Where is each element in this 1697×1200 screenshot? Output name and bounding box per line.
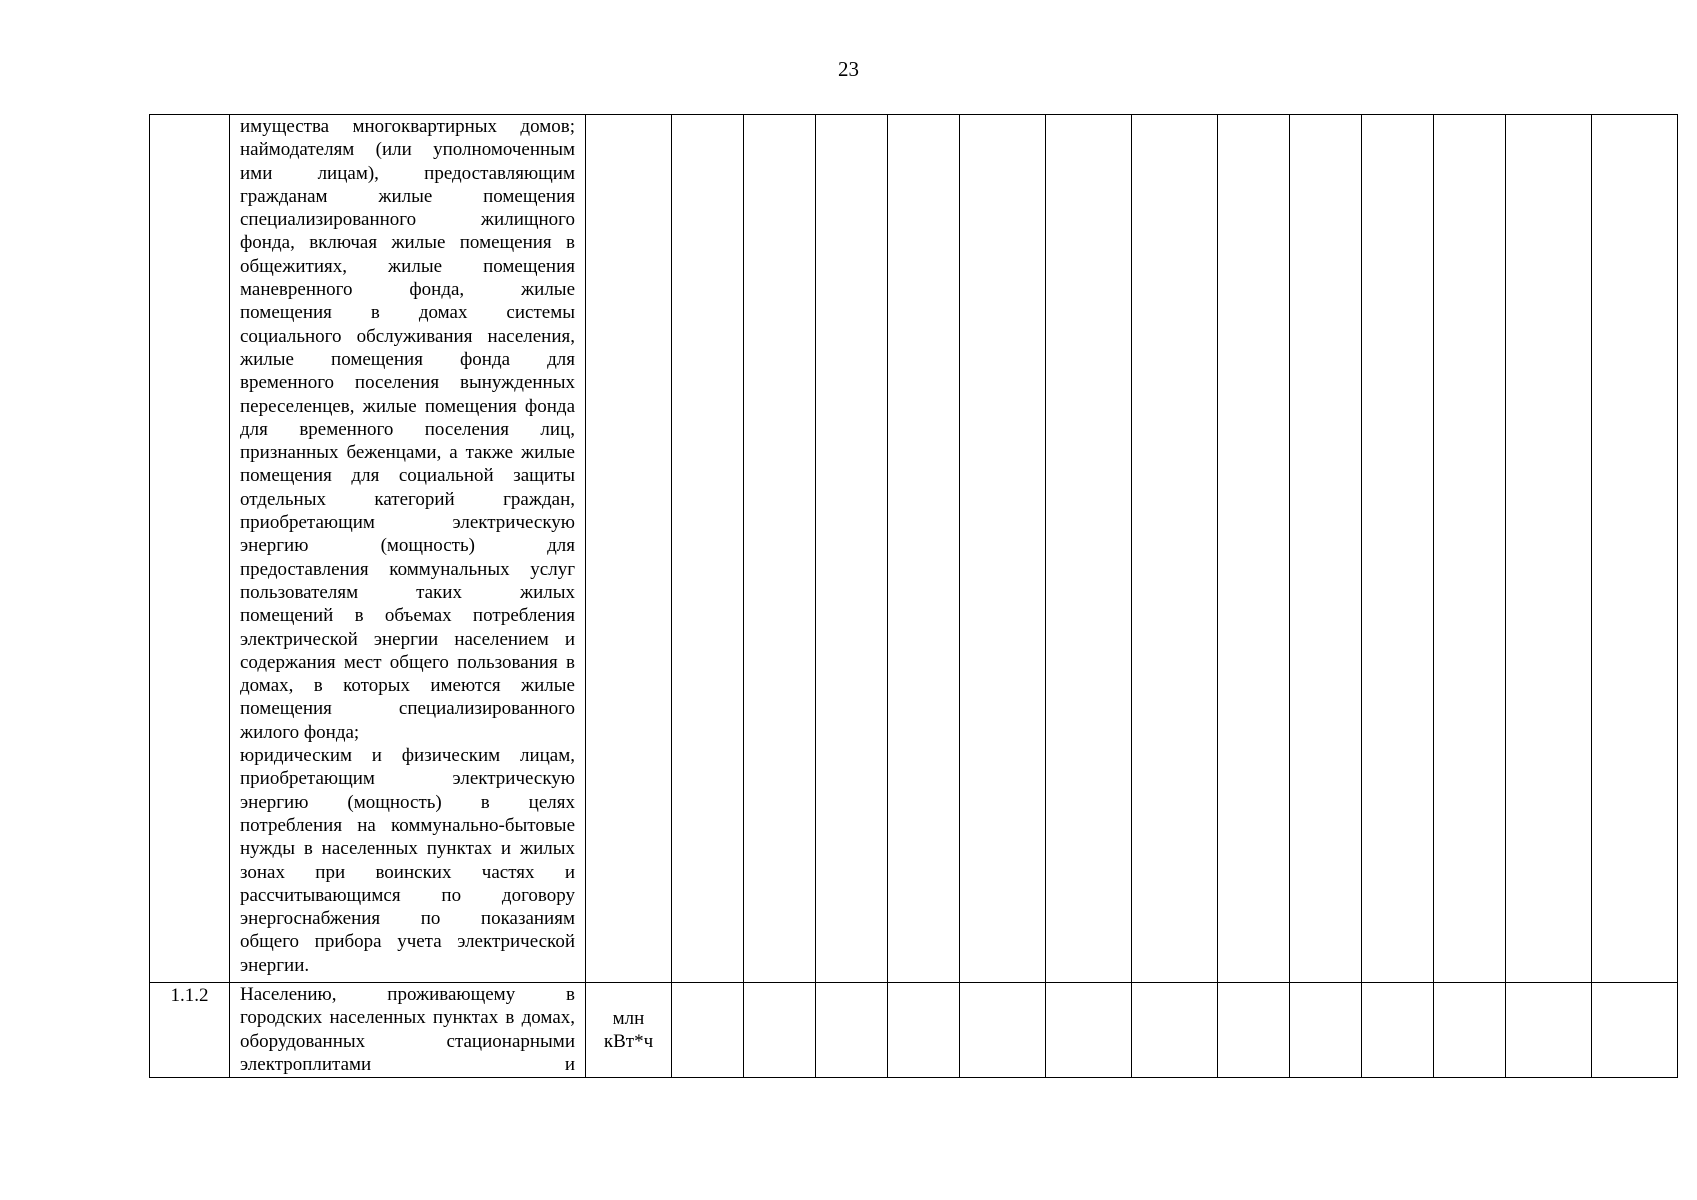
description-line: пользователям таких жилых [240,581,575,603]
description-line: Населению, проживающему в [240,984,575,1005]
description-line: переселенцев, жилые помещения фонда [240,395,575,417]
value-cell [1218,115,1290,983]
description-line: жилые помещения фонда для [240,348,575,370]
table-row [150,983,1678,1078]
page-number: 23 [838,57,859,81]
description-line: домах, в которых имеются жилые [240,675,575,697]
value-cell [1046,983,1132,1078]
row-description-cell [230,983,586,1078]
value-cell [960,115,1046,983]
row-number-cell: 1.1.2 [150,983,230,1078]
description-line: юридическим и физическим лицам, [240,745,575,767]
value-cell [1434,115,1506,983]
description-line: для временного поселения лиц, [240,418,575,440]
value-cell [1046,115,1132,983]
description-line: фонда, включая жилые помещения в [240,232,575,254]
description-line: помещения специализированного [240,698,575,720]
description-line: городских населенных пунктах в домах, [240,1007,575,1029]
value-cell [672,115,744,983]
description-line: энергию (мощность) для [240,535,575,557]
unit-cell [586,115,672,983]
value-cell [744,983,816,1078]
description-line: энергоснабжения по показаниям [240,908,575,930]
description-line: признанных беженцами, а также жилые [240,442,575,464]
description-line: специализированного жилищного [240,209,575,231]
value-cell [1290,115,1362,983]
description-line: энергию (мощность) в целях [240,791,575,813]
description-line: предоставления коммунальных услуг [240,558,575,580]
description-line: электроплитами и [240,1053,575,1075]
description-line: жилого фонда; [240,721,360,743]
description-line: потребления на коммунально-бытовые [240,814,575,836]
description-line: отдельных категорий граждан, [240,488,575,510]
value-cell [1132,983,1218,1078]
value-cell [1290,983,1362,1078]
row-number-cell [150,115,230,983]
description-line: помещения в домах системы [240,302,575,324]
description-line: зонах при воинских частях и [240,861,575,883]
value-cell [1592,115,1678,983]
description-line: содержания мест общего пользования в [240,651,575,673]
description-line: общежитиях, жилые помещения [240,255,575,277]
description-line: нужды в населенных пунктах и жилых [240,838,575,860]
data-table [149,114,1678,1078]
description-line: рассчитывающимся по договору [240,884,575,906]
unit-line: кВт*ч [603,1031,654,1052]
unit-line: млн [612,1007,645,1029]
description-line: маневренного фонда, жилые [240,279,575,301]
description-line: временного поселения вынужденных [240,372,575,394]
value-cell [888,983,960,1078]
description-line: гражданам жилые помещения [240,185,575,207]
value-cell [1132,115,1218,983]
value-cell [816,115,888,983]
value-cell [1592,983,1678,1078]
description-line: ими лицам), предоставляющим [240,162,575,184]
row-description-cell [230,115,586,983]
description-line: оборудованных стационарными [240,1030,575,1052]
value-cell [1506,983,1592,1078]
value-cell [960,983,1046,1078]
value-cell [1362,115,1434,983]
description-line: наймодателям (или уполномоченным [240,139,575,161]
value-cell [1434,983,1506,1078]
description-line: приобретающим электрическую [240,768,575,790]
value-cell [1218,983,1290,1078]
description-line: энергии. [240,954,310,976]
description-line: имущества многоквартирных домов; [240,116,575,137]
description-line: социального обслуживания населения, [240,325,575,347]
description-line: общего прибора учета электрической [240,931,575,953]
value-cell [744,115,816,983]
value-cell [888,115,960,983]
value-cell [1506,115,1592,983]
unit-cell [586,983,672,1078]
table-row [150,115,1678,983]
value-cell [672,983,744,1078]
description-line: помещения для социальной защиты [240,465,575,487]
value-cell [816,983,888,1078]
description-line: помещений в объемах потребления [240,605,575,627]
description-line: электрической энергии населением и [240,628,575,650]
value-cell [1362,983,1434,1078]
description-line: приобретающим электрическую [240,512,575,534]
